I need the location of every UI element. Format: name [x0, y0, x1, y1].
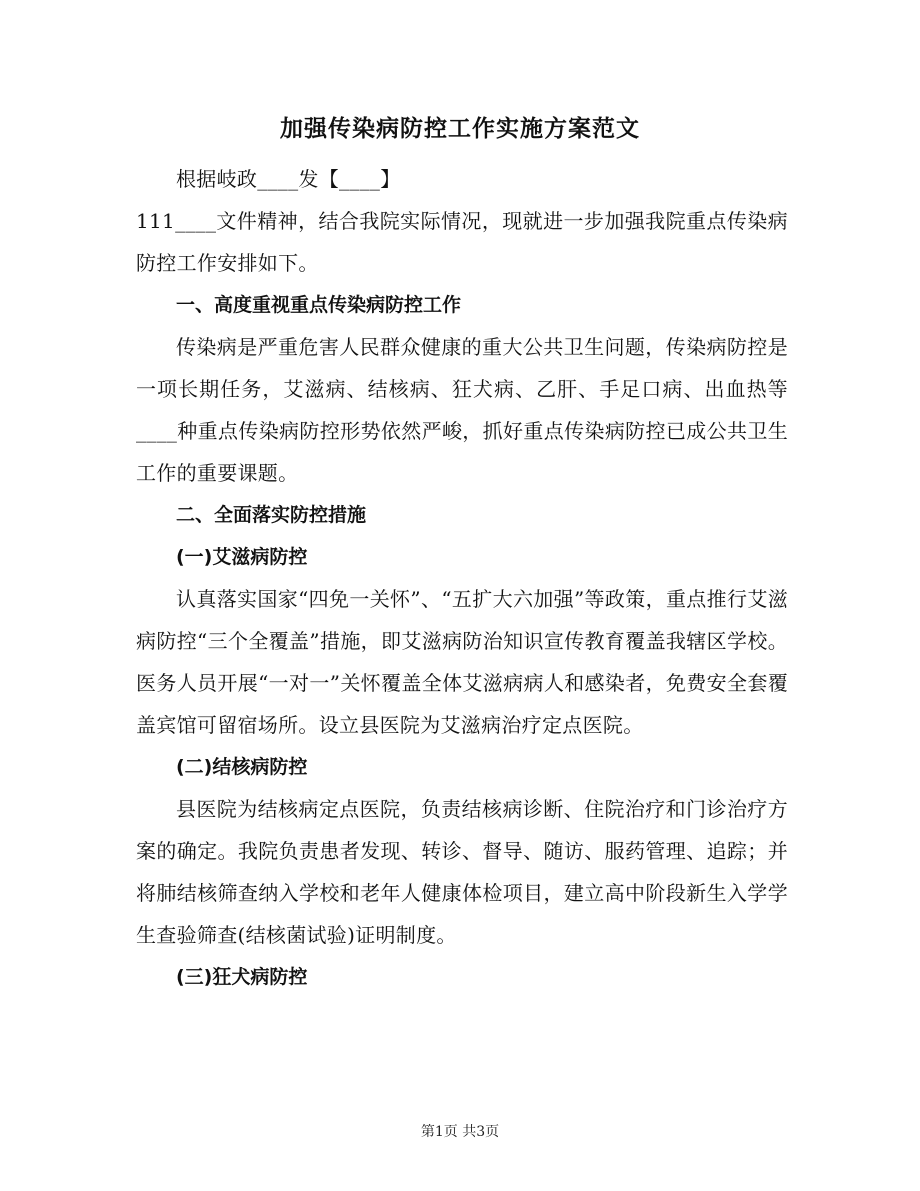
paragraph: 根据岐政____发【____】	[176, 167, 401, 191]
section-heading: 一、高度重视重点传染病防控工作	[176, 294, 462, 316]
subsection-heading: (三)狂犬病防控	[176, 966, 308, 988]
paragraph: 认真落实国家“四免一关怀”、“五扩大六加强”等政策，重点推行艾滋病防控“三个全覆盖”措施，即艾滋病防治知识宣传教育覆盖我辖区学校。医务人员开展“一对一”关怀覆盖全体艾滋病病人和感染者，免费安全套覆盖宾馆可留宿场所。设立县医院为艾滋病治疗定点医院。	[136, 587, 788, 737]
paragraph: 县医院为结核病定点医院，负责结核病诊断、住院治疗和门诊治疗方案的确定。我院负责患者发现、转诊、督导、随访、服药管理、追踪；并将肺结核筛查纳入学校和老年人健康体检项目，建立高中阶段新生入学学生查验筛查(结核菌试验)证明制度。	[136, 797, 788, 947]
paragraph: 传染病是严重危害人民群众健康的重大公共卫生问题，传染病防控是一项长期任务，艾滋病、结核病、狂犬病、乙肝、手足口病、出血热等____种重点传染病防控形势依然严峻，抓好重点传染病防控已成公共卫生工作的重要课题。	[136, 335, 788, 485]
document-title: 加强传染病防控工作实施方案范文	[280, 115, 640, 142]
document-body	[136, 158, 788, 998]
section-heading: 二、全面落实防控措施	[176, 504, 367, 526]
subsection-heading: (二)结核病防控	[176, 756, 308, 778]
subsection-heading: (一)艾滋病防控	[176, 546, 308, 568]
paragraph: 111____文件精神，结合我院实际情况，现就进一步加强我院重点传染病防控工作安排如下。	[136, 209, 788, 275]
page-footer: 第1页 共3页	[420, 1124, 500, 1140]
